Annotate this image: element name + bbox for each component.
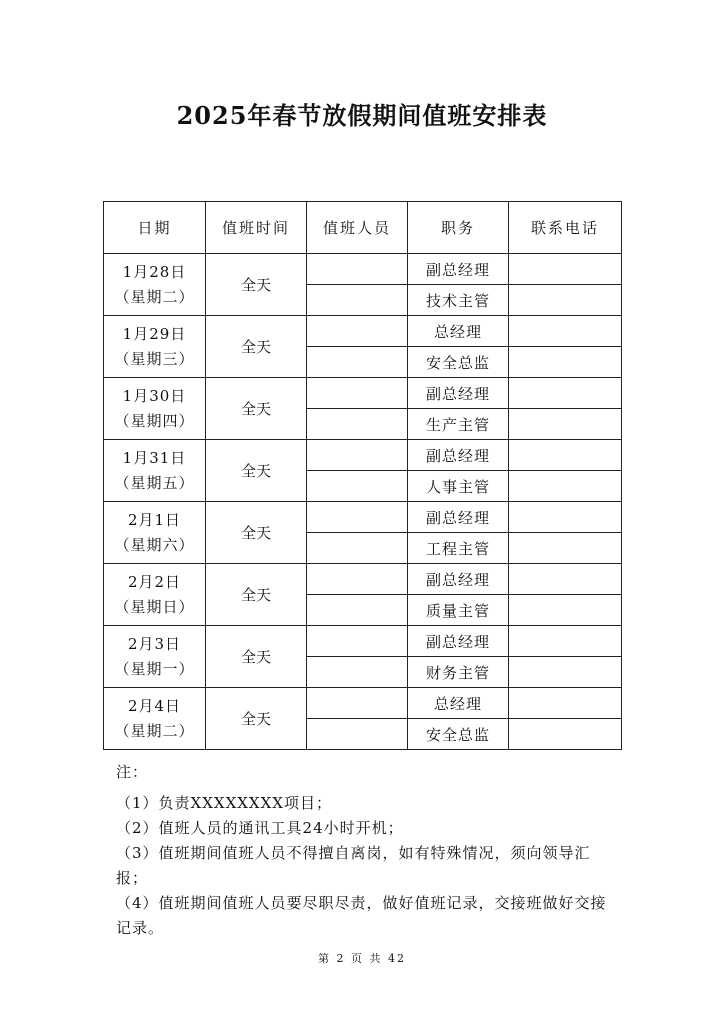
table-header-row	[104, 202, 622, 254]
staff-cell	[307, 626, 408, 657]
phone-cell	[509, 316, 622, 347]
phone-cell	[509, 719, 622, 750]
phone-cell	[509, 564, 622, 595]
weekday-text: （星期五）	[114, 473, 195, 492]
date-text: 2月3日	[127, 634, 182, 653]
duty-schedule-table	[103, 201, 622, 750]
phone-cell	[509, 471, 622, 502]
phone-cell	[509, 409, 622, 440]
note-item: （2）值班人员的通讯工具24小时开机；	[116, 819, 404, 837]
notes-section	[116, 760, 616, 941]
position-cell: 副总经理	[408, 502, 509, 533]
header-position: 职务	[408, 202, 509, 254]
staff-cell	[307, 533, 408, 564]
date-text: 2月2日	[127, 572, 182, 591]
weekday-text: （星期二）	[114, 287, 195, 306]
note-item: （4）值班期间值班人员要尽职尽责，做好值班记录，交接班做好交接记录。	[116, 894, 607, 937]
date-text: 2月4日	[127, 696, 182, 715]
weekday-text: （星期四）	[114, 411, 195, 430]
phone-cell	[509, 533, 622, 564]
position-cell: 财务主管	[408, 657, 509, 688]
duty-time-cell: 全天	[206, 626, 307, 688]
table-row	[104, 378, 622, 409]
date-cell	[104, 564, 206, 626]
position-cell: 生产主管	[408, 409, 509, 440]
table-row	[104, 254, 622, 285]
staff-cell	[307, 254, 408, 285]
date-cell	[104, 316, 206, 378]
note-item: （1）负责XXXXXXXX项目；	[116, 794, 332, 812]
duty-time-cell: 全天	[206, 502, 307, 564]
staff-cell	[307, 316, 408, 347]
staff-cell	[307, 440, 408, 471]
phone-cell	[509, 347, 622, 378]
date-cell	[104, 440, 206, 502]
position-cell: 副总经理	[408, 564, 509, 595]
phone-cell	[509, 626, 622, 657]
weekday-text: （星期六）	[114, 535, 195, 554]
position-cell: 质量主管	[408, 595, 509, 626]
staff-cell	[307, 285, 408, 316]
staff-cell	[307, 688, 408, 719]
date-cell	[104, 502, 206, 564]
staff-cell	[307, 409, 408, 440]
position-cell: 安全总监	[408, 347, 509, 378]
staff-cell	[307, 564, 408, 595]
weekday-text: （星期一）	[114, 659, 195, 678]
date-text: 1月29日	[122, 324, 187, 343]
duty-time-cell: 全天	[206, 254, 307, 316]
staff-cell	[307, 378, 408, 409]
staff-cell	[307, 719, 408, 750]
phone-cell	[509, 502, 622, 533]
page-footer: 第 2 页 共 42	[318, 952, 406, 965]
staff-cell	[307, 502, 408, 533]
duty-time-cell: 全天	[206, 688, 307, 750]
date-text: 1月31日	[122, 448, 187, 467]
table-row	[104, 626, 622, 657]
staff-cell	[307, 595, 408, 626]
header-phone: 联系电话	[509, 202, 622, 254]
header-duty-staff: 值班人员	[307, 202, 408, 254]
date-cell	[104, 688, 206, 750]
duty-time-cell: 全天	[206, 316, 307, 378]
header-date: 日期	[104, 202, 206, 254]
phone-cell	[509, 254, 622, 285]
position-cell: 总经理	[408, 688, 509, 719]
position-cell: 副总经理	[408, 254, 509, 285]
date-cell	[104, 254, 206, 316]
position-cell: 人事主管	[408, 471, 509, 502]
position-cell: 安全总监	[408, 719, 509, 750]
header-duty-time: 值班时间	[206, 202, 307, 254]
note-item: （3）值班期间值班人员不得擅自离岗，如有特殊情况，须向领导汇报；	[116, 844, 591, 887]
date-text: 1月30日	[122, 386, 187, 405]
weekday-text: （星期三）	[114, 349, 195, 368]
duty-time-cell: 全天	[206, 440, 307, 502]
staff-cell	[307, 471, 408, 502]
table-row	[104, 502, 622, 533]
table-row	[104, 688, 622, 719]
table-row	[104, 564, 622, 595]
phone-cell	[509, 378, 622, 409]
document-title: 2025年春节放假期间值班安排表	[176, 101, 548, 130]
phone-cell	[509, 595, 622, 626]
table-row	[104, 440, 622, 471]
date-cell	[104, 378, 206, 440]
position-cell: 工程主管	[408, 533, 509, 564]
position-cell: 副总经理	[408, 440, 509, 471]
phone-cell	[509, 440, 622, 471]
weekday-text: （星期日）	[114, 597, 195, 616]
weekday-text: （星期二）	[114, 721, 195, 740]
staff-cell	[307, 347, 408, 378]
date-text: 2月1日	[127, 510, 182, 529]
position-cell: 副总经理	[408, 378, 509, 409]
duty-time-cell: 全天	[206, 378, 307, 440]
notes-heading: 注：	[116, 763, 149, 781]
position-cell: 总经理	[408, 316, 509, 347]
phone-cell	[509, 657, 622, 688]
position-cell: 技术主管	[408, 285, 509, 316]
date-cell	[104, 626, 206, 688]
duty-time-cell: 全天	[206, 564, 307, 626]
staff-cell	[307, 657, 408, 688]
table-row	[104, 316, 622, 347]
date-text: 1月28日	[122, 262, 187, 281]
phone-cell	[509, 688, 622, 719]
phone-cell	[509, 285, 622, 316]
position-cell: 副总经理	[408, 626, 509, 657]
